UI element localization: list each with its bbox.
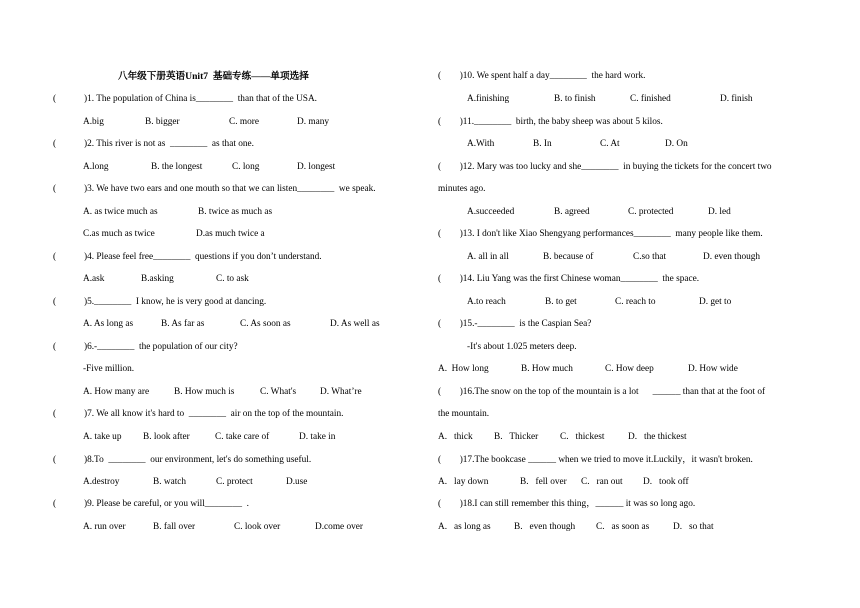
option-10c: C. finished <box>630 94 671 104</box>
option-11a: A.With <box>467 139 495 149</box>
option-1a: A.big <box>83 117 104 127</box>
option-11b: B. In <box>533 139 552 149</box>
option-8c: C. protect <box>216 477 253 487</box>
option-6d: D. What’re <box>320 387 362 397</box>
option-18a: A. as long as <box>438 522 491 532</box>
option-4a: A.ask <box>83 274 105 284</box>
option-3d: D.as much twice a <box>196 229 265 239</box>
option-12c: C. protected <box>628 207 674 217</box>
question-4: ( )4. Please feel free________ questions if you don’t understand. <box>53 252 322 262</box>
option-9b: B. fall over <box>153 522 196 532</box>
option-7b: B. look after <box>143 432 190 442</box>
option-13a: A. all in all <box>467 252 509 262</box>
option-5c: C. As soon as <box>240 319 291 329</box>
option-17d: D. took off <box>643 477 689 487</box>
question-3: ( )3. We have two ears and one mouth so that we can listen________ we speak. <box>53 184 376 194</box>
option-17a: A. lay down <box>438 477 489 487</box>
option-3c: C.as much as twice <box>83 229 155 239</box>
option-18c: C. as soon as <box>596 522 650 532</box>
option-6c: C. What's <box>260 387 297 397</box>
option-4c: C. to ask <box>216 274 249 284</box>
option-13b: B. because of <box>543 252 594 262</box>
question-15: ( )15.-________ is the Caspian Sea? <box>438 319 592 329</box>
option-9c: C. look over <box>234 522 281 532</box>
option-7d: D. take in <box>299 432 336 442</box>
option-2c: C. long <box>232 162 260 172</box>
option-7c: C. take care of <box>215 432 270 442</box>
option-14c: C. reach to <box>615 297 656 307</box>
question-12: ( )12. Mary was too lucky and she________ in buying the tickets for the concert two <box>438 162 772 172</box>
option-18d: D. so that <box>673 522 714 532</box>
option-13c: C.so that <box>633 252 667 262</box>
question-11: ( )11.________ birth, the baby sheep was about 5 kilos. <box>438 117 663 127</box>
option-12b: B. agreed <box>554 207 590 217</box>
option-3a: A. as twice much as <box>83 207 158 217</box>
question-17: ( )17.The bookcase ______ when we tried to move it.Luckily，it wasn't broken. <box>438 455 753 465</box>
option-17b: B. fell over <box>520 477 567 487</box>
option-16d: D. the thickest <box>628 432 687 442</box>
option-7a: A. take up <box>83 432 122 442</box>
option-1b: B. bigger <box>145 117 180 127</box>
option-14b: B. to get <box>545 297 577 307</box>
option-12d: D. led <box>708 207 731 217</box>
option-10b: B. to finish <box>554 94 596 104</box>
option-1c: C. more <box>229 117 259 127</box>
option-1d: D. many <box>297 117 330 127</box>
option-15a: A. How long <box>438 364 489 374</box>
option-8d: D.use <box>286 477 308 487</box>
option-10d: D. finish <box>720 94 753 104</box>
option-15b: B. How much <box>521 364 573 374</box>
question-13: ( )13. I don't like Xiao Shengyang performances________ many people like them. <box>438 229 763 239</box>
option-5b: B. As far as <box>161 319 205 329</box>
option-2a: A.long <box>83 162 109 172</box>
option-2d: D. longest <box>297 162 336 172</box>
option-8b: B. watch <box>153 477 187 487</box>
option-11c: C. At <box>600 139 620 149</box>
question-5: ( )5.________ I know, he is very good at dancing. <box>53 297 267 307</box>
question-15-reply: -It's about 1.025 meters deep. <box>467 342 577 352</box>
question-16-continued: the mountain. <box>438 409 490 419</box>
option-4b: B.asking <box>141 274 174 284</box>
option-17c: C. ran out <box>581 477 623 487</box>
question-7: ( )7. We all know it's hard to ________ air on the top of the mountain. <box>53 409 344 419</box>
question-18: ( )18.I can still remember this thing，______ it was so long ago. <box>438 499 696 509</box>
question-10: ( )10. We spent half a day________ the hard work. <box>438 71 646 81</box>
question-2: ( )2. This river is not as ________ as that one. <box>53 139 254 149</box>
option-9d: D.come over <box>315 522 364 532</box>
option-16c: C. thickest <box>560 432 605 442</box>
page-title: 八年级下册英语Unit7 基础专练——单项选择 <box>118 71 309 82</box>
question-9: ( )9. Please be careful, or you will________ . <box>53 499 249 509</box>
option-18b: B. even though <box>514 522 576 532</box>
option-5a: A. As long as <box>83 319 134 329</box>
option-13d: D. even though <box>703 252 761 262</box>
option-3b: B. twice as much as <box>198 207 273 217</box>
option-9a: A. run over <box>83 522 126 532</box>
option-16a: A. thick <box>438 432 473 442</box>
question-14: ( )14. Liu Yang was the first Chinese woman________ the space. <box>438 274 700 284</box>
option-2b: B. the longest <box>151 162 203 172</box>
option-10a: A.finishing <box>467 94 510 104</box>
question-6-reply: -Five million. <box>83 364 135 374</box>
option-6b: B. How much is <box>174 387 235 397</box>
question-1: ( )1. The population of China is________ than that of the USA. <box>53 94 317 104</box>
option-16b: B. Thicker <box>494 432 539 442</box>
option-12a: A.succeeded <box>467 207 515 217</box>
option-15c: C. How deep <box>605 364 654 374</box>
question-12-continued: minutes ago. <box>438 184 486 194</box>
option-14a: A.to reach <box>467 297 506 307</box>
option-5d: D. As well as <box>330 319 380 329</box>
option-8a: A.destroy <box>83 477 120 487</box>
question-8: ( )8.To ________ our environment, let's do something useful. <box>53 455 312 465</box>
question-6: ( )6.-________ the population of our city? <box>53 342 238 352</box>
option-11d: D. On <box>665 139 688 149</box>
option-15d: D. How wide <box>688 364 738 374</box>
option-14d: D. get to <box>699 297 732 307</box>
question-16: ( )16.The snow on the top of the mountain is a lot ______ than that at the foot of <box>438 387 766 397</box>
option-6a: A. How many are <box>83 387 150 397</box>
